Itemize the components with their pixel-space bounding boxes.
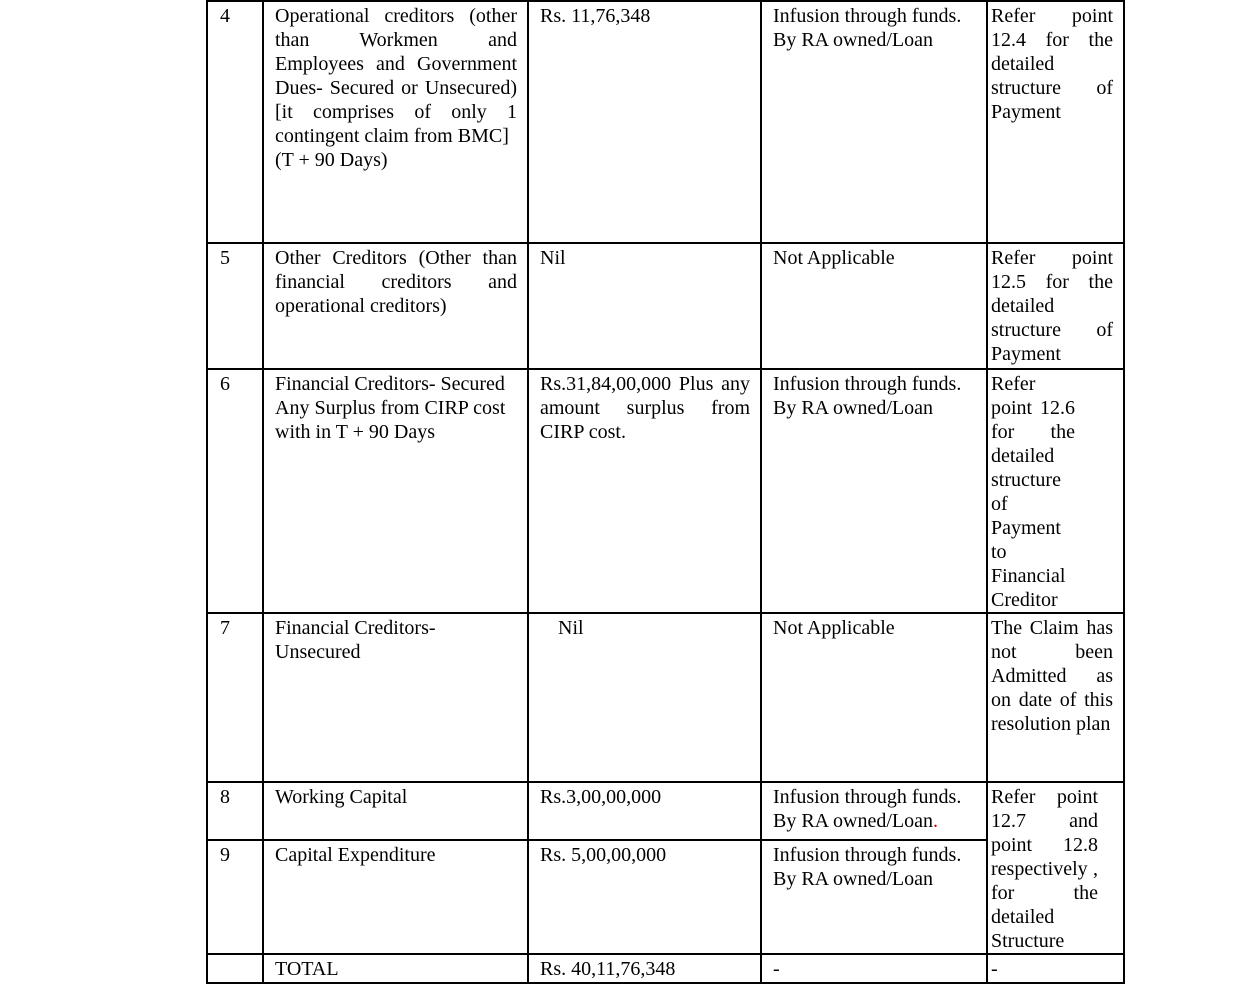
particulars-extra: Any Surplus from CIRP cost with in T + 90 Days <box>275 397 506 443</box>
table-row <box>207 840 1124 954</box>
serial-number: 5 <box>220 247 230 269</box>
table-row <box>207 782 1124 840</box>
mode-line: Infusion through funds. <box>773 786 962 808</box>
remarks-cell <box>987 1 1124 243</box>
serial-number: 9 <box>220 844 230 866</box>
particulars-text: Working Capital <box>275 786 408 808</box>
serial-number-cell <box>207 613 263 782</box>
serial-number-cell <box>207 782 263 840</box>
amount-value: Nil <box>540 247 566 269</box>
total-remarks: - <box>991 958 998 980</box>
remarks-cell <box>987 782 1124 954</box>
particulars-cell <box>263 243 528 369</box>
amount-value: Rs. 5,00,00,000 <box>540 844 667 866</box>
mode-line: By RA owned/Loan <box>773 810 933 832</box>
mode-line: Infusion through funds. <box>773 373 962 395</box>
mode-line-with-suffix <box>773 809 976 833</box>
mode-cell <box>761 840 987 954</box>
amount-value: Nil <box>558 617 584 639</box>
particulars-text: Financial Creditors- Unsecured <box>275 617 436 663</box>
particulars-cell <box>263 1 528 243</box>
serial-number: 7 <box>220 617 230 639</box>
remarks-text: The Claim has not been Admitted as on date of this resolution plan <box>991 617 1113 735</box>
amount-value: Rs.3,00,00,000 <box>540 786 662 808</box>
mode-cell <box>761 613 987 782</box>
amount-value: Rs.31,84,00,000 Plus any amount surplus from CIRP cost. <box>540 373 750 443</box>
amount-cell <box>528 782 761 840</box>
serial-number-cell <box>207 369 263 613</box>
remarks-text: Refer point 12.5 for the detailed structure of Payment <box>991 247 1113 365</box>
mode-line: By RA owned/Loan <box>773 29 933 51</box>
remarks-cell <box>987 613 1124 782</box>
mode-line: Not Applicable <box>773 617 895 639</box>
total-mode: - <box>773 958 780 980</box>
total-amount: Rs. 40,11,76,348 <box>540 958 676 980</box>
remarks-text: Refer point 12.4 for the detailed structure of Payment <box>991 5 1113 123</box>
particulars-text: Operational creditors (other than Workmen and Employees and Government Dues- Secured or Unsecured) [it comprises of only 1 contingent claim from BMC] <box>275 5 517 147</box>
mode-line: Not Applicable <box>773 247 895 269</box>
mode-line: Infusion through funds. <box>773 844 962 866</box>
mode-cell <box>761 243 987 369</box>
table-row <box>207 1 1124 243</box>
amount-cell <box>528 243 761 369</box>
serial-number-cell <box>207 1 263 243</box>
serial-number: 4 <box>220 5 230 27</box>
table-row <box>207 369 1124 613</box>
mode-line: Infusion through funds. <box>773 5 962 27</box>
particulars-extra: (T + 90 Days) <box>275 149 388 171</box>
mode-suffix: . <box>933 810 938 832</box>
total-label: TOTAL <box>275 958 339 980</box>
mode-cell <box>761 782 987 840</box>
resolution-plan-table <box>206 0 1125 984</box>
amount-cell <box>528 1 761 243</box>
serial-number: 8 <box>220 786 230 808</box>
particulars-text: Capital Expenditure <box>275 844 436 866</box>
amount-cell <box>528 840 761 954</box>
serial-number: 6 <box>220 373 230 395</box>
particulars-cell <box>263 613 528 782</box>
particulars-cell <box>263 840 528 954</box>
mode-cell <box>761 369 987 613</box>
particulars-text: Financial Creditors- Secured <box>275 373 505 395</box>
remarks-text: Refer point 12.7 and point 12.8 respectively , for the detailed Structure <box>991 786 1098 952</box>
mode-line: By RA owned/Loan <box>773 397 933 419</box>
remarks-text: Refer point 12.6 for the detailed structure of Payment to Financial Creditor <box>991 373 1075 611</box>
serial-number-cell <box>207 840 263 954</box>
mode-cell <box>761 1 987 243</box>
amount-cell <box>528 613 761 782</box>
remarks-cell <box>987 243 1124 369</box>
table-row <box>207 613 1124 782</box>
remarks-cell <box>987 369 1124 613</box>
table-row <box>207 243 1124 369</box>
mode-line: By RA owned/Loan <box>773 868 933 890</box>
serial-number-cell <box>207 243 263 369</box>
particulars-cell <box>263 369 528 613</box>
particulars-cell <box>263 782 528 840</box>
amount-value: Rs. 11,76,348 <box>540 5 651 27</box>
amount-cell <box>528 369 761 613</box>
particulars-text: Other Creditors (Other than financial creditors and operational creditors) <box>275 247 517 317</box>
